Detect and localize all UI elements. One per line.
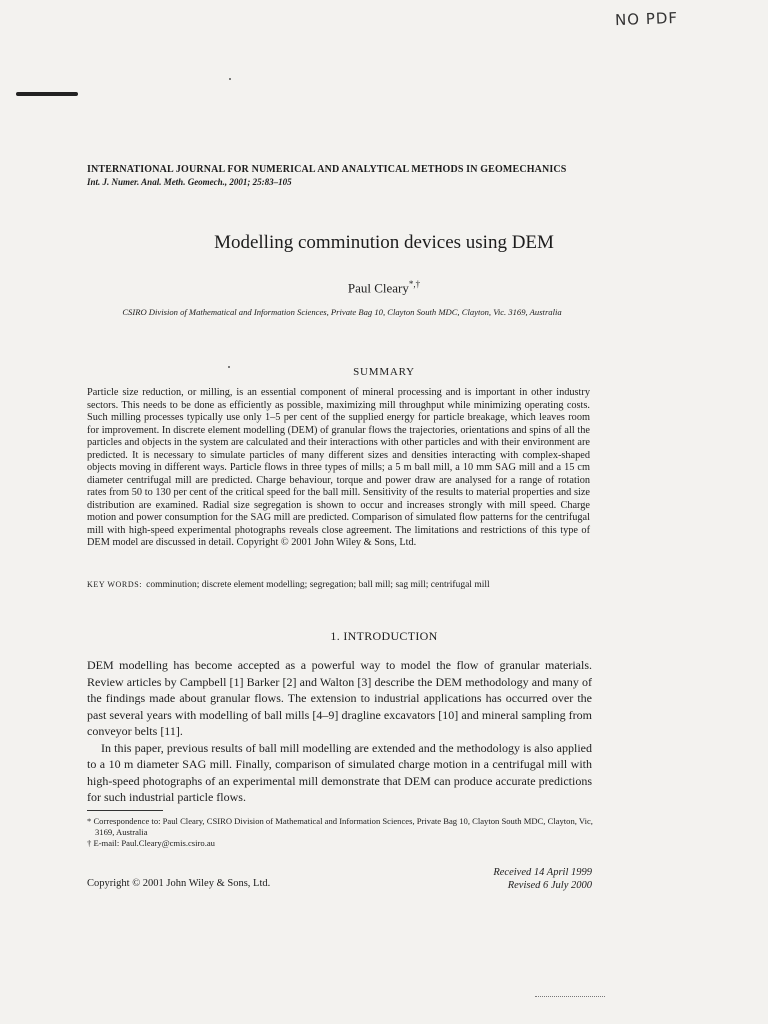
abstract-text: Particle size reduction, or milling, is an essential component of mineral processing and is important in other industry sectors. This needs to be done as efficiently as possible, maximizing mill throughput while minimizing operating costs. Such milling processes typically use only 1–5 per cent of the supplied energy for particle breakage, which leaves room for improvement. In discrete element modelling (DEM) of granular flows the trajectories, orientations and spins of all the particles and objects in the system are calculated and their interactions with other particles and with their environment are predicted. It is necessary to simulate particles of many different sizes and densities interacting with complex-shaped objects moving in different ways. Particle flows in three types of mills; a 5 m ball mill, a 10 mm SAG mill and a 15 cm diameter centrifugal mill are predicted. Charge behaviour, torque and power draw are analysed for a range of rotation rates from 50 to 130 per cent of the critical speed for the ball mill. Sensitivity of the results to material properties and size distribution are examined. Radial size segregation is shown to occur and increases strongly with mill speed. Charge motion and power consumption for the SAG mill are predicted. Comparison of simulated flow patterns for the centrifugal mill with high-speed experimental photographs reveals close agreement. The limitations and restrictions of this type of DEM model are discussed in detail. Copyright © 2001 John Wiley & Sons, Ltd. xyxy=(87,387,590,548)
revised-date: Revised 6 July 2000 xyxy=(507,880,592,891)
footnote-correspondence: * Correspondence to: Paul Cleary, CSIRO Division of Mathematical and Information Sciences, Private Bag 10, Clayton South MDC, Clayton, Vic, 3169, Australia xyxy=(87,816,593,837)
keywords-label: KEY WORDS: xyxy=(87,580,143,589)
scan-dotted-line xyxy=(535,996,605,998)
scan-speck xyxy=(229,78,231,80)
author-footnote-marks: *,† xyxy=(408,279,421,289)
introduction-body xyxy=(87,657,592,806)
handwritten-note: NO PDF xyxy=(614,8,679,30)
footnote-rule xyxy=(87,810,163,811)
journal-citation: Int. J. Numer. Anal. Meth. Geomech., 2001; 25:83–105 xyxy=(87,177,292,187)
scan-mark xyxy=(16,92,78,96)
summary-heading: SUMMARY xyxy=(353,366,415,378)
author-line xyxy=(0,279,768,296)
keywords xyxy=(87,580,597,590)
section-heading-introduction: 1. INTRODUCTION xyxy=(330,629,438,643)
body-paragraph: In this paper, previous results of ball mill modelling are extended and the methodology is also applied to a 10 m diameter SAG mill. Finally, comparison of simulated charge motion in a centrifugal mill with high-speed photographs of an experimental mill demonstrate that DEM can produce accurate predictions for such industrial particle flows. xyxy=(87,740,592,804)
author-affiliation: CSIRO Division of Mathematical and Information Sciences, Private Bag 10, Clayton South MDC, Clayton, Vic. 3169, Australia xyxy=(122,307,562,317)
keywords-text: comminution; discrete element modelling; segregation; ball mill; sag mill; centrifugal mill xyxy=(146,580,490,590)
paper-title: Modelling comminution devices using DEM xyxy=(214,232,554,253)
received-dates xyxy=(430,866,592,892)
body-paragraph: DEM modelling has become accepted as a powerful way to model the flow of granular materials. Review articles by Campbell [1] Barker [2] and Walton [3] describe the DEM methodology and many of the findings made about granular flows. The extension to industrial applications has occurred over the past several years with modelling of ball mills [4–9] dragline excavators [10] and mineral sampling from conveyor belts [11]. xyxy=(87,658,592,738)
author-name: Paul Cleary xyxy=(347,280,409,296)
journal-name: INTERNATIONAL JOURNAL FOR NUMERICAL AND ANALYTICAL METHODS IN GEOMECHANICS xyxy=(87,164,567,175)
copyright-notice: Copyright © 2001 John Wiley & Sons, Ltd. xyxy=(87,878,271,889)
footnote-email: † E-mail: Paul.Cleary@cmis.csiro.au xyxy=(87,838,215,848)
footnotes xyxy=(87,816,597,849)
received-date: Received 14 April 1999 xyxy=(493,867,592,878)
journal-header xyxy=(87,163,567,189)
